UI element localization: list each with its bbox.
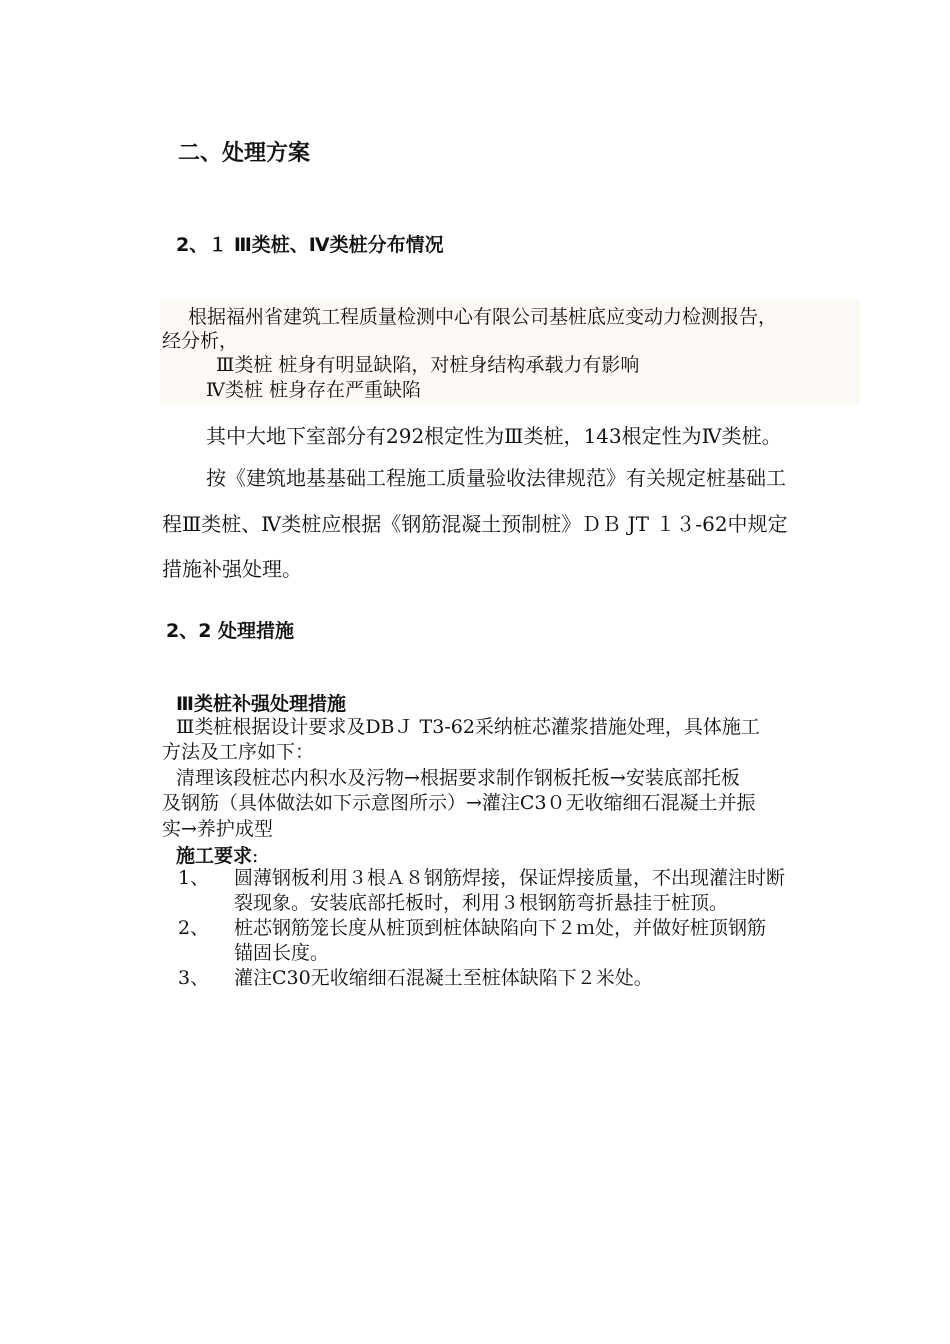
analysis-line-4: Ⅳ类桩 桩身存在严重缺陷 [206,379,422,401]
requirement-2-line-1: 桩芯钢筋笼长度从桩顶到桩体缺陷向下２ｍ处，并做好桩顶钢筋 [234,917,767,939]
requirement-1-line-2: 裂现象。安装底部托板时，利用３根钢筋弯折悬挂于桩顶。 [234,892,729,914]
analysis-line-3: Ⅲ类桩 桩身有明显缺陷，对桩身结构承载力有影响 [216,354,640,376]
summary-paragraph: 其中大地下室部分有292根定性为Ⅲ类桩，143根定性为Ⅳ类桩。 [206,424,782,448]
requirement-1-line-1: 圆薄钢板利用３根Ａ８钢筋焊接，保证焊接质量，不出现灌注时断 [234,867,786,889]
regulation-line-1: 按《建筑地基基础工程施工质量验收法律规范》有关规定桩基础工 [206,466,786,490]
requirement-3-line-1: 灌注C30无收缩细石混凝土至桩体缺陷下２米处。 [234,967,653,989]
requirements-label [176,841,258,869]
process-line-3: 实→养护成型 [162,818,273,840]
requirements-colon: : [252,845,259,867]
analysis-line-2: 经分析， [162,330,239,352]
process-line-1: 清理该段桩芯内积水及污物→根据要求制作钢板托板→安装底部托板 [176,767,740,789]
regulation-line-2: 程Ⅲ类桩、Ⅳ类桩应根据《钢筋混凝土预制桩》ＤＢ JT １３-62中规定 [162,512,788,536]
regulation-line-3: 措施补强处理。 [162,557,302,581]
measures-heading: Ⅲ类桩补强处理措施 [176,693,346,715]
requirement-2-number: 2、 [178,917,210,939]
requirement-2-line-2: 锚固长度。 [234,942,330,964]
requirement-3-number: 3、 [178,967,210,989]
section-title: 二、处理方案 [178,141,311,166]
measures-intro-line-2: 方法及工序如下： [162,741,315,763]
process-line-2: 及钢筋（具体做法如下示意图所示）→灌注C3０无收缩细石混凝土并振 [162,792,756,814]
requirements-label-text: 施工要求 [176,845,253,867]
measures-intro-line-1: Ⅲ类桩根据设计要求及DBＪ T3-62采纳桩芯灌浆措施处理，具体施工 [176,716,760,738]
subsection-title-2-1: 2、１ Ⅲ类桩、Ⅳ类桩分布情况 [176,234,444,256]
analysis-line-1: 根据福州省建筑工程质量检测中心有限公司基桩底应变动力检测报告， [188,306,778,328]
subsection-title-2-2: 2、2 处理措施 [166,620,295,642]
requirement-1-number: 1、 [178,867,210,889]
